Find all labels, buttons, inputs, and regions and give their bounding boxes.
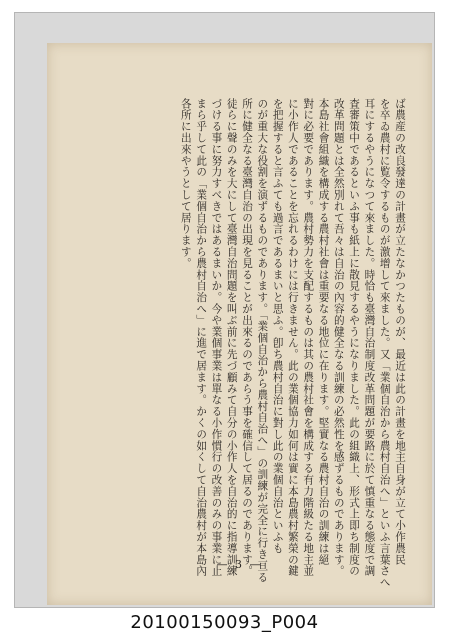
text-line: 本島社會組織を構成する農村社會は重要なる地位に在ります。堅實なる農村自治の訓練は絕: [317, 98, 330, 566]
text-line: 改革問題とは全然別れて吾々は自治の內容的健全なる訓練の必然性を感ずるものであります。: [332, 98, 345, 577]
text-line: 各所に出來やうとして居ります。: [179, 98, 192, 269]
text-line: のが重大な役割を演ずるものであります。「業個自治から農村自治へ」の訓練が完全に行き亘る: [256, 98, 269, 583]
image-caption: 20100150093_P004: [130, 612, 319, 633]
text-line: に小作人であることを忘れるわけには行きません。此の業個協力如何は實に本島農村繁榮の鍵: [286, 98, 299, 577]
text-line: まら乎して此の「業個自治から農村自治へ」に進で居ます。かくの如くして自治農村が本島內: [195, 98, 208, 577]
page-number: — 3 —: [216, 558, 263, 571]
text-line: 徒らに聲のみを大にして臺灣自治問題を叫ぶ前に先づ顧みて自分の小作人を自治的に指導訓練: [225, 98, 238, 577]
scan-frame: [14, 12, 435, 608]
text-line: づける事に努力すべきではあるまいか。今や業個事業は單なる小作慣行の改善のみの事業に止: [210, 98, 223, 577]
document-page: [47, 43, 432, 605]
vertical-text-block: [178, 98, 406, 589]
text-line: 所に健全なる臺灣自治の出現を見ることが出來るのであらう事を確信して居るのであります。: [241, 98, 254, 577]
text-line: 耳にするやうになつて來ました。時恰も臺灣自治制度改革問題が要路に於て慎重なる態度で調: [363, 98, 376, 577]
text-line: 對に必要であります。農村勢力を支配するものは其の農村社會を構成する有力階級たる地主並: [302, 98, 315, 577]
text-line: ば農産の改良發達の計畫が立たなかつたものが、最近は此の計畫を地主自身が立て小作農民: [394, 98, 406, 566]
text-line: を卒ゐ農村に覧令するものが激增して來ました。又「業個自治から農村自治へ」といふ言葉さへ: [378, 98, 391, 589]
text-line: 査審策中であるといふ事も紙上に散見するやうになりました。此の組織上、形式上即ち制度の: [348, 98, 361, 577]
text-line: を把握すると言ふても過言であるまいと思ふ。卽ち農村自治に對し此の業個自治といふも: [271, 98, 284, 554]
